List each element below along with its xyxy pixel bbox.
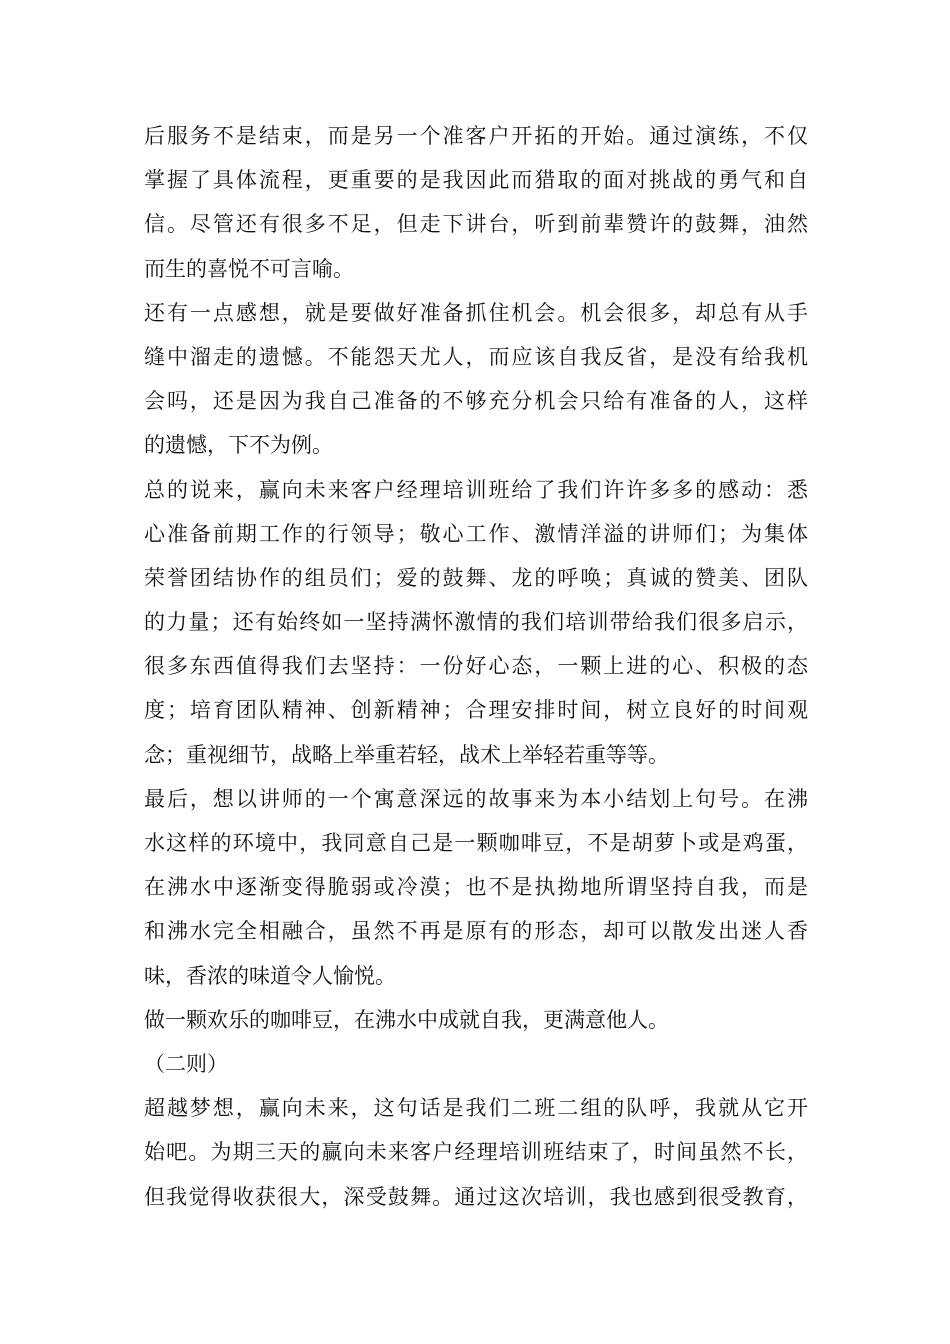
text-line: 度；培育团队精神、创新精神；合理安排时间，树立良好的时间观 [144, 698, 808, 723]
text-line: 荣誉团结协作的组员们；爱的鼓舞、龙的呼唤；真诚的赞美、团队 [144, 565, 808, 590]
text-line: 后服务不是结束，而是另一个准客户开拓的开始。通过演练，不仅 [144, 124, 808, 148]
paragraph-4 [144, 777, 808, 998]
paragraph-1 [144, 114, 808, 291]
text-line: 会吗，还是因为我自己准备的不够充分机会只给有准备的人，这样 [144, 389, 808, 414]
text-line: 总的说来，赢向未来客户经理培训班给了我们许许多多的感动：悉 [144, 477, 808, 502]
text-line: 掌握了具体流程，更重要的是我因此而猎取的面对挑战的勇气和自 [144, 168, 808, 193]
section-heading [144, 1042, 808, 1086]
paragraph-6 [144, 1086, 808, 1219]
text-line: 超越梦想，赢向未来，这句话是我们二班二组的队呼，我就从它开 [144, 1096, 808, 1121]
text-line: 的遗憾，下不为例。 [144, 433, 333, 458]
text-line: 味，香浓的味道令人愉悦。 [144, 963, 396, 988]
text-line: 念；重视细节，战略上举重若轻，战术上举轻若重等等。 [144, 742, 669, 767]
text-line: 但我觉得收获很大，深受鼓舞。通过这次培训，我也感到很受教育， [144, 1184, 808, 1209]
text-line: 还有一点感想，就是要做好准备抓住机会。机会很多，却总有从手 [144, 300, 808, 325]
paragraph-3 [144, 468, 808, 777]
text-line: 很多东西值得我们去坚持：一份好心态，一颗上进的心、积极的态 [144, 654, 808, 679]
text-line: 心准备前期工作的行领导；敬心工作、激情洋溢的讲师们；为集体 [144, 521, 808, 546]
paragraph-5 [144, 998, 808, 1042]
text-line: 而生的喜悦不可言喻。 [144, 256, 354, 281]
text-line: 和沸水完全相融合，虽然不再是原有的形态，却可以散发出迷人香 [144, 919, 808, 944]
paragraph-2 [144, 291, 808, 468]
text-line: 的力量；还有始终如一坚持满怀激情的我们培训带给我们很多启示， [144, 610, 808, 635]
text-line: 最后，想以讲师的一个寓意深远的故事来为本小结划上句号。在沸 [144, 786, 808, 811]
section-title: （二则） [144, 1051, 228, 1076]
text-line: 信。尽管还有很多不足，但走下讲台，听到前辈赞许的鼓舞，油然 [144, 212, 808, 237]
text-line: 水这样的环境中，我同意自己是一颗咖啡豆，不是胡萝卜或是鸡蛋， [144, 831, 808, 855]
text-line: 在沸水中逐渐变得脆弱或冷漠；也不是执拗地所谓坚持自我，而是 [144, 875, 808, 900]
document-body [144, 114, 808, 1219]
text-line: 缝中溜走的遗憾。不能怨天尤人，而应该自我反省，是没有给我机 [144, 344, 808, 369]
text-line: 始吧。为期三天的赢向未来客户经理培训班结束了，时间虽然不长， [144, 1140, 808, 1165]
text-line: 做一颗欢乐的咖啡豆，在沸水中成就自我，更满意他人。 [144, 1007, 669, 1032]
